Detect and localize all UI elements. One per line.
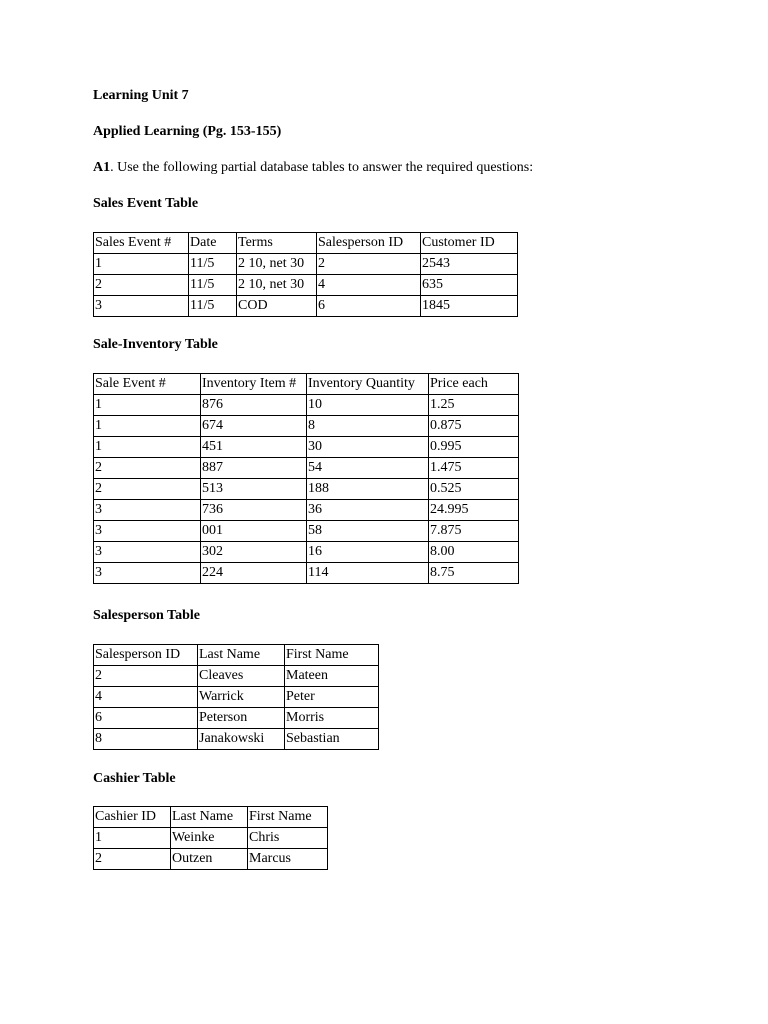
table-header-row: [94, 807, 328, 828]
table-cell: 0.875: [429, 416, 519, 437]
table-cell: COD: [237, 296, 317, 317]
table-cell: Outzen: [171, 849, 248, 870]
table-cell: Peter: [285, 687, 379, 708]
sale-inventory-table-title: Sale-Inventory Table: [93, 337, 218, 352]
table-cell: 513: [201, 479, 307, 500]
table-cell: 2: [317, 254, 421, 275]
sale-inventory-table: [93, 373, 519, 584]
table-cell: 6: [94, 708, 198, 729]
table-cell: 3: [94, 521, 201, 542]
table-cell: 1.25: [429, 395, 519, 416]
table-row: [94, 296, 518, 317]
table-cell: 1: [94, 437, 201, 458]
table-cell: Cleaves: [198, 666, 285, 687]
table-cell: 0.525: [429, 479, 519, 500]
table-cell: 2: [94, 666, 198, 687]
table-row: [94, 666, 379, 687]
table-cell: 876: [201, 395, 307, 416]
table-row: [94, 542, 519, 563]
table-header-cell: Last Name: [171, 807, 248, 828]
table-cell: 2: [94, 275, 189, 296]
table-cell: 3: [94, 563, 201, 584]
table-cell: 10: [307, 395, 429, 416]
table-header-row: [94, 374, 519, 395]
table-cell: 0.995: [429, 437, 519, 458]
table-cell: 2543: [421, 254, 518, 275]
table-header-cell: First Name: [248, 807, 328, 828]
table-cell: 11/5: [189, 275, 237, 296]
table-cell: 54: [307, 458, 429, 479]
table-cell: 635: [421, 275, 518, 296]
table-row: [94, 849, 328, 870]
section-title: Applied Learning (Pg. 153-155): [93, 124, 282, 139]
table-header-cell: Last Name: [198, 645, 285, 666]
table-cell: 1: [94, 395, 201, 416]
table-cell: 24.995: [429, 500, 519, 521]
table-cell: Mateen: [285, 666, 379, 687]
table-row: [94, 437, 519, 458]
table-header-cell: Cashier ID: [94, 807, 171, 828]
table-header-cell: Salesperson ID: [94, 645, 198, 666]
table-cell: 8: [94, 729, 198, 750]
table-cell: Peterson: [198, 708, 285, 729]
table-cell: 3: [94, 542, 201, 563]
intro-text: . Use the following partial database tables to answer the required questions:: [110, 160, 534, 175]
table-header-cell: Inventory Item #: [201, 374, 307, 395]
table-row: [94, 521, 519, 542]
table-cell: 451: [201, 437, 307, 458]
table-row: [94, 479, 519, 500]
intro-label: A1: [93, 160, 111, 175]
table-cell: 6: [317, 296, 421, 317]
table-row: [94, 254, 518, 275]
table-header-cell: Salesperson ID: [317, 233, 421, 254]
sales-event-table: [93, 232, 518, 317]
table-cell: 001: [201, 521, 307, 542]
table-cell: 1845: [421, 296, 518, 317]
table-cell: Sebastian: [285, 729, 379, 750]
table-cell: 1: [94, 416, 201, 437]
table-header-cell: Price each: [429, 374, 519, 395]
table-header-cell: Sales Event #: [94, 233, 189, 254]
table-header-cell: Date: [189, 233, 237, 254]
table-cell: Chris: [248, 828, 328, 849]
cashier-table: [93, 806, 328, 870]
table-cell: 2: [94, 458, 201, 479]
table-cell: 2: [94, 479, 201, 500]
table-cell: 736: [201, 500, 307, 521]
table-cell: 224: [201, 563, 307, 584]
table-cell: 674: [201, 416, 307, 437]
table-header-cell: Terms: [237, 233, 317, 254]
table-row: [94, 458, 519, 479]
table-cell: Marcus: [248, 849, 328, 870]
table-header-cell: Sale Event #: [94, 374, 201, 395]
table-cell: 4: [317, 275, 421, 296]
table-header-cell: Inventory Quantity: [307, 374, 429, 395]
intro-paragraph: [93, 160, 533, 176]
table-cell: 11/5: [189, 254, 237, 275]
table-cell: 1.475: [429, 458, 519, 479]
salesperson-table-title: Salesperson Table: [93, 608, 200, 623]
sales-event-table-title: Sales Event Table: [93, 196, 199, 211]
table-cell: 2 10, net 30: [237, 275, 317, 296]
table-header-row: [94, 233, 518, 254]
table-cell: 11/5: [189, 296, 237, 317]
table-row: [94, 729, 379, 750]
sales-event-table-wrap: [93, 232, 518, 317]
table-cell: 114: [307, 563, 429, 584]
table-cell: 3: [94, 296, 189, 317]
cashier-table-wrap: [93, 806, 328, 870]
table-header-cell: Customer ID: [421, 233, 518, 254]
table-row: [94, 275, 518, 296]
table-cell: Warrick: [198, 687, 285, 708]
table-cell: 887: [201, 458, 307, 479]
table-row: [94, 416, 519, 437]
table-cell: 3: [94, 500, 201, 521]
table-cell: 36: [307, 500, 429, 521]
table-cell: 30: [307, 437, 429, 458]
table-cell: 2: [94, 849, 171, 870]
sale-inventory-table-wrap: [93, 373, 519, 584]
table-cell: Weinke: [171, 828, 248, 849]
table-cell: Janakowski: [198, 729, 285, 750]
table-cell: 8.00: [429, 542, 519, 563]
table-cell: 1: [94, 828, 171, 849]
table-cell: 4: [94, 687, 198, 708]
table-cell: 8.75: [429, 563, 519, 584]
table-cell: 7.875: [429, 521, 519, 542]
table-row: [94, 708, 379, 729]
table-cell: 188: [307, 479, 429, 500]
table-row: [94, 395, 519, 416]
table-cell: 1: [94, 254, 189, 275]
unit-title: Learning Unit 7: [93, 88, 189, 103]
table-cell: 8: [307, 416, 429, 437]
table-cell: 2 10, net 30: [237, 254, 317, 275]
table-cell: 58: [307, 521, 429, 542]
table-header-row: [94, 645, 379, 666]
salesperson-table: [93, 644, 379, 750]
table-row: [94, 828, 328, 849]
table-cell: Morris: [285, 708, 379, 729]
table-row: [94, 563, 519, 584]
table-header-cell: First Name: [285, 645, 379, 666]
table-row: [94, 500, 519, 521]
table-cell: 16: [307, 542, 429, 563]
salesperson-table-wrap: [93, 644, 379, 750]
table-row: [94, 687, 379, 708]
cashier-table-title: Cashier Table: [93, 771, 176, 786]
table-cell: 302: [201, 542, 307, 563]
